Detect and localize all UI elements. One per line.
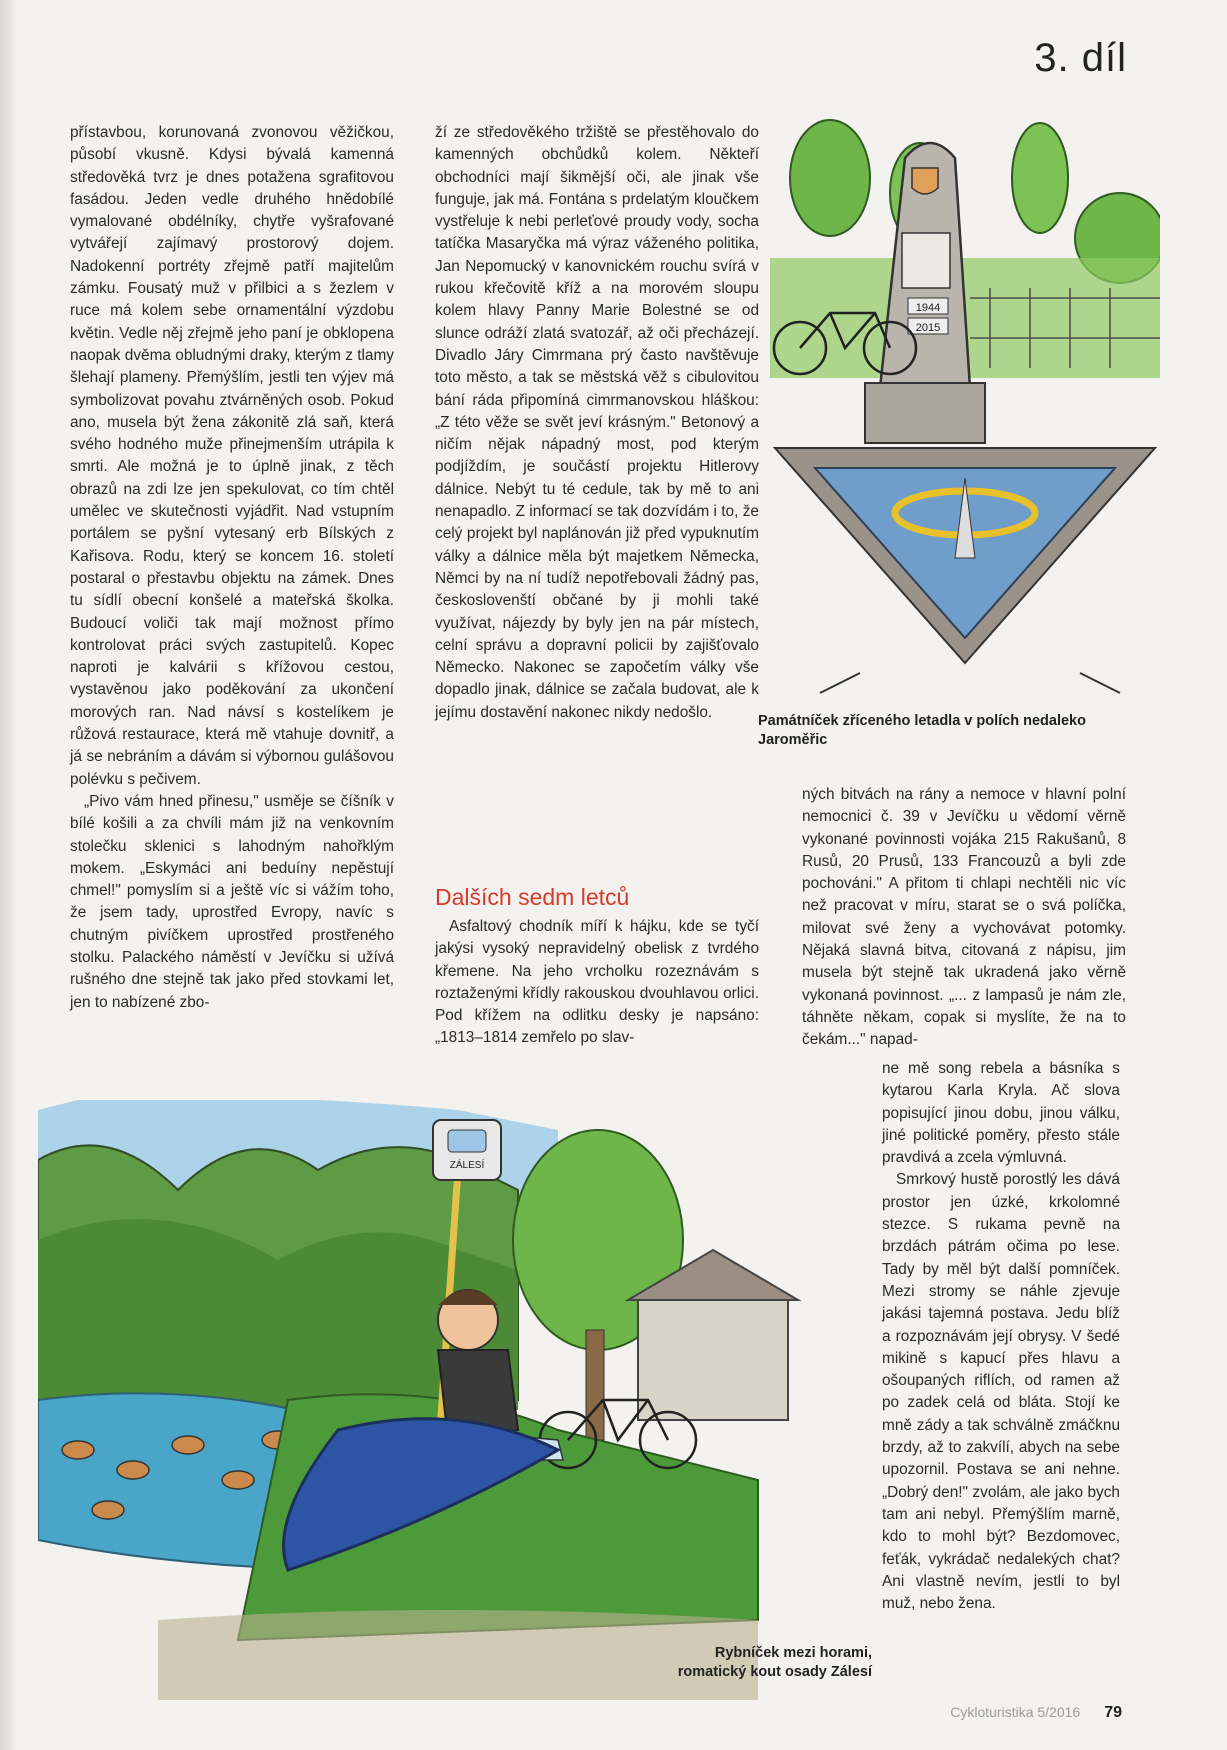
- text-column-2: [435, 122, 759, 724]
- paragraph: Smrkový hustě porostlý les dává prostor jen úzké, krkolomné stezce. S rukama pevně na brzdách pátrám očima po lese. Tady by měl být další pomníček. Mezi stromy se náhle zjevuje jakási tajemná postava. Jedu blíž a rozpoznávám její obrysy. V šedé mikině s kapucí přes hlavu a ošoupaných riflích, od ramen až po zadek celá od bláta. Stojí ke mně zády a tak schválně zmáčknu brzdy, až to zakvílí, abych na sebe upozornil. Postava se ani nehne. „Dobrý den!" zvolám, ale jako bych tam ani nebyl. Přemýšlím marně, kdo to mohl být? Bezdomovec, feťák, vykrádač nedalekých chat? Ani vlastně nevím, jestli to byl muž, nebo žena.: [882, 1171, 1120, 1613]
- section-heading: Dalších sedm letců: [435, 884, 630, 910]
- plaque-text: 2015: [915, 322, 941, 334]
- page-footer: [950, 1704, 1122, 1722]
- text-column-3-narrow: [882, 1058, 1120, 1615]
- image-caption: Památníček zříceného letadla v polích nedaleko Jaroměřic: [758, 713, 1086, 748]
- paragraph: „Pivo vám hned přinesu," usměje se číšník v bílé košili a za chvíli mám již na venkovním stolečku sklenici s lahodným nahořklým mokem. „Eskymáci ani beduíny nepěstují chmel!" pomyslím si a ještě víc si vážím toho, že jsem tady, uprostřed Evropy, navíc s chutným pivíčkem uprostřed prostřeného stolku. Palackého náměstí v Jevíčku si užívá rušného dne stejně tak jako před stovkami let, jen to nabízené zbo-: [70, 792, 394, 1011]
- part-label: 3. díl: [1034, 36, 1127, 80]
- caption-line: Rybníček mezi horami,: [714, 1645, 872, 1661]
- text-column-1: [70, 122, 394, 1014]
- paragraph: ne mě song rebela a básníka s kytarou Karla Kryla. Ač slova popisující jinou dobu, jinou válku, jiné politické poměry, přesto stále pravdivá a zcela výmluvná.: [882, 1060, 1120, 1167]
- plaque-text: 1944: [915, 302, 941, 314]
- page-number: 79: [1104, 1704, 1122, 1721]
- paragraph: přístavbou, korunovaná zvonovou věžičkou, působí vkusně. Kdysi bývalá kamenná středověká tvrz je dnes potažena sgrafitovou fasádou. Jeden vedle druhého hnědobílé vymalované obdélníky, chytře vyšrafované vytvářejí zajímavý prostorový dojem. Nadokenní portréty zřejmě patří majitelům zámku. Fousatý muž v přilbici a s žezlem v ruce má kolem sebe ornamentální výzdobu květin. Vedle něj zřejmě jeho paní je obklopena naopak dvěma obludnými draky, kterým z tlamy šlehají plameny. Přemýšlím, jestli ten výjev má symbolizovat povahu ztvárněných osob. Pokud ano, musela být žena zákonitě zlá saň, která svého hodného muže přinejmenším utrápila k smrti. Ale možná je to úplně jinak, z těch obrazů na zdi lze jen spekulovat, co tím chtěl umělec ve skutečnosti vyjádřit. Nad vstupním portálem se pyšní vytesaný erb Bílských z Kařisova. Rodu, který se koncem 16. století postaral o přestavbu objektu na zámek. Dnes tu sídlí obecní konšelé a mateřská školka. Budoucí voliči tak mají možnost přímo kontrolovat práci svých zastupitelů. Kopec naproti je kalvárii s křížovou cestou, vystavěnou jako poděkování za ukončení morových ran. Nad návsí s kostelíkem je růžová restaurace, která mě vtahuje dovnitř, a já se nebráním a dávám si výbornou gulášovou polévku s pečivem.: [70, 124, 394, 788]
- text-column-2-continued: [435, 916, 759, 1050]
- text-column-3: [802, 784, 1126, 1052]
- bus-stop-sign-text: ZÁLESÍ: [449, 1160, 485, 1171]
- paragraph: ží ze středověkého tržiště se přestěhovalo do kamenných obchůdků kolem. Někteří obchodníci mají šikmější oči, ale jinak vše funguje, jak má. Fontána s prdelatým kloučkem vystřeluje k nebi perleťové proudy vody, socha tatíčka Masaryčka má výraz váženého politika, Jan Nepomucký v kanovnickém rouchu svírá v rukou křečovitě kříž a na morovém sloupu kolem hlavy Panny Marie Bolestné se od slunce odráží zlatá svatozář, až oči přecházejí. Divadlo Járy Cimrmana prý často navštěvuje toto město, a tak se městská věž s cibulovitou bání ráda připomíná cimrmanovskou hláškou: „Z této věže se svět jeví krásným." Betonový a ničím nějak nápadný most, pod kterým podjíždím, je součástí projektu Hitlerovy dálnice. Nebýt tu té cedule, tak by mě to ani nenapadlo. Z informací se tak dozvídám i to, že celý projekt byl naplánován již před vypuknutím války a dálnice měla být majetkem Německa, Němci by na ní tudíž nepotřebovali žádný pas, českoslovenští občané by ji mohli také využívat, nájezdy by byly jen na pár místech, celní správu a dopravní policii by zajišťovalo Německo. Nakonec se započetím války vše dopadlo jinak, dálnice se začala budovat, ale k jejímu dostavění nakonec nikdy nedošlo.: [435, 124, 759, 721]
- paragraph: Asfaltový chodník míří k hájku, kde se tyčí jakýsi vysoký nepravidelný obelisk z tvrdého křemene. Na jeho vrcholku rozeznávám s roztaženými křídly rakouskou dvouhlavou orlici. Pod křížem na odlitku desky je napsáno: „1813–1814 zemřelo po slav-: [435, 918, 759, 1047]
- caption-line: romatický kout osady Zálesí: [677, 1664, 872, 1680]
- page-gutter-shadow: [0, 0, 18, 1750]
- image-caption: [640, 1644, 872, 1682]
- memorial-illustration: [770, 118, 1160, 698]
- pond-illustration: [38, 1100, 838, 1700]
- magazine-name: Cykloturistika 5/2016: [950, 1704, 1081, 1720]
- paragraph: ných bitvách na rány a nemoce v hlavní polní nemocnici č. 39 v Jevíčku u vědomí věrně vykonané povinnosti vojáka 215 Rakušanů, 8 Rusů, 20 Prusů, 133 Francouzů a byli zde pochováni." A přitom ti chlapi nechtěli nic víc než pracovat v míru, starat se o svá políčka, milovat své ženy a vychovávat potomky. Nějaká slavná bitva, citovaná z nápisu, jim musela být stejně tak ukradená jako věrně vykonaná povinnost. „... z lampasů je nám zle, táhněte někam, copak si myslíte, že na to čekám..." napad-: [802, 786, 1126, 1049]
